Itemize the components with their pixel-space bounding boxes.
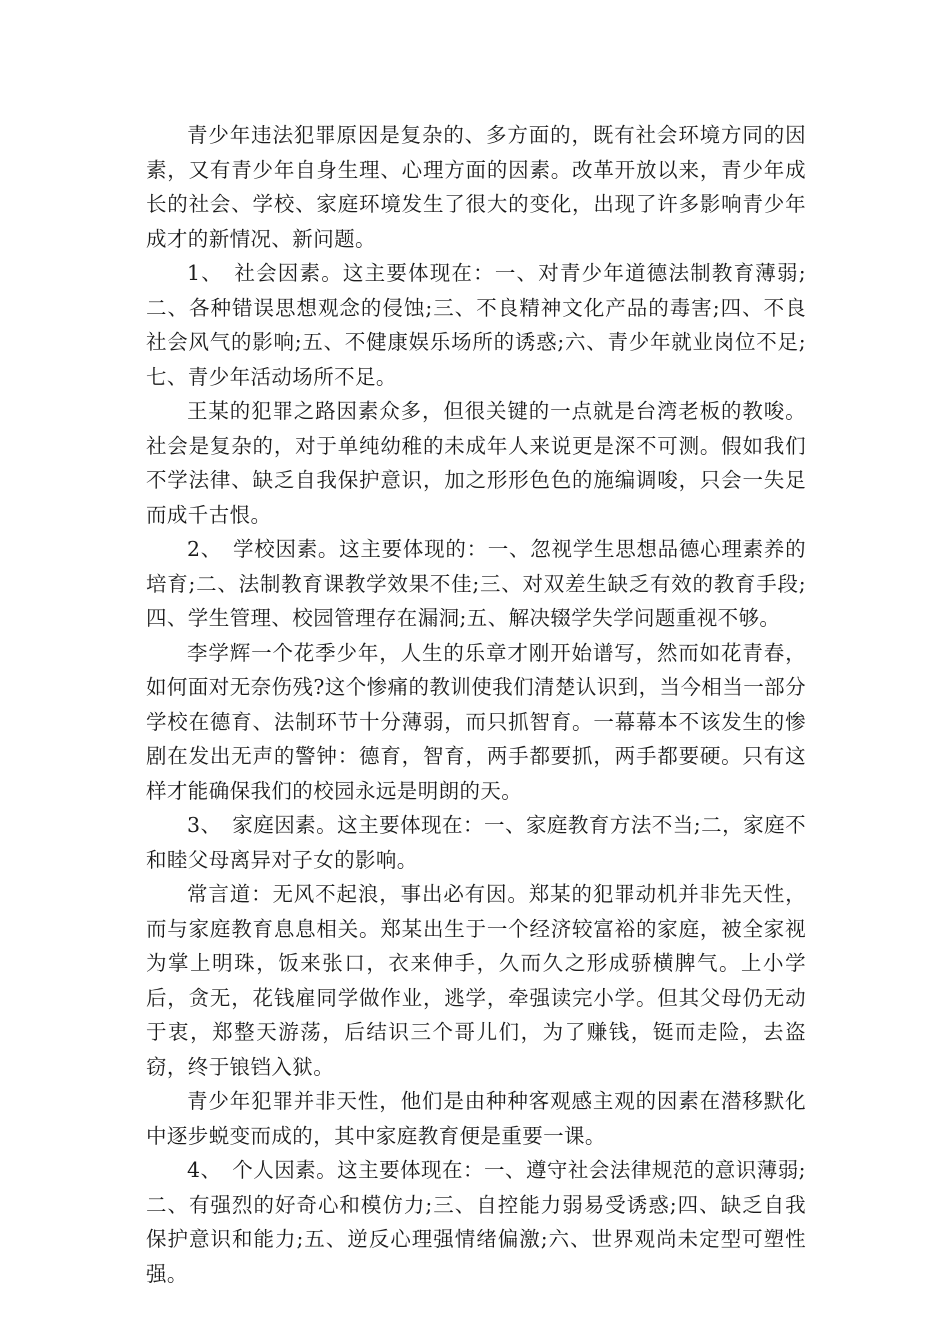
paragraph-zheng-case: 常言道：无风不起浪，事出必有因。郑某的犯罪动机并非先天性，而与家庭教育息息相关。郑某出生于一个经济较富裕的家庭，被全家视为掌上明珠，饭来张口，衣来伸手，久而久之形成骄横脾气。上小学后，贪无，花钱雇同学做作业，逃学，牵强读完小学。但其父母仍无动于衷，郑整天游荡，后结识三个哥儿们，为了赚钱，铤而走险，去盗窃，终于锒铛入狱。 bbox=[146, 882, 806, 1079]
paragraph-social-factors: 1、 社会因素。这主要体现在：一、对青少年道德法制教育薄弱;二、各种错误思想观念的侵蚀;三、不良精神文化产品的毒害;四、不良社会风气的影响;五、不健康娱乐场所的诱惑;六、青少年就业岗位不足;七、青少年活动场所不足。 bbox=[146, 261, 806, 389]
paragraph-intro: 青少年违法犯罪原因是复杂的、多方面的，既有社会环境方同的因素，又有青少年自身生理、心理方面的因素。改革开放以来，青少年成长的社会、学校、家庭环境发生了很大的变化，出现了许多影响青少年成才的新情况、新问题。 bbox=[146, 123, 806, 251]
paragraph-wang-case: 王某的犯罪之路因素众多，但很关键的一点就是台湾老板的教唆。社会是复杂的，对于单纯幼稚的未成年人来说更是深不可测。假如我们不学法律、缺乏自我保护意识，加之形形色色的施编调唆，只会一失足而成千古恨。 bbox=[146, 399, 806, 527]
paragraph-li-case: 李学辉一个花季少年，人生的乐章才刚开始谱写，然而如花青春，如何面对无奈伤残?这个惨痛的教训使我们清楚认识到，当今相当一部分学校在德育、法制环节十分薄弱，而只抓智育。一幕幕本不该发生的惨剧在发出无声的警钟：德育，智育，两手都要抓，两手都要硬。只有这样才能确保我们的校园永远是明朗的天。 bbox=[146, 640, 806, 803]
paragraph-family-factors: 3、 家庭因素。这主要体现在：一、家庭教育方法不当;二，家庭不和睦父母离异对子女的影响。 bbox=[146, 813, 806, 872]
paragraph-school-factors: 2、 学校因素。这主要体现的：一、忽视学生思想品德心理素养的培育;二、法制教育课教学效果不佳;三、对双差生缺乏有效的教育手段;四、学生管理、校园管理存在漏洞;五、解决辍学失学问题重视不够。 bbox=[146, 537, 806, 630]
document-page bbox=[146, 118, 806, 1291]
paragraph-family-summary: 青少年犯罪并非天性，他们是由种种客观感主观的因素在潜移默化中逐步蜕变而成的，其中家庭教育便是重要一课。 bbox=[146, 1089, 806, 1148]
paragraph-personal-factors: 4、 个人因素。这主要体现在：一、遵守社会法律规范的意识薄弱;二、有强烈的好奇心和模仿力;三、自控能力弱易受诱惑;四、缺乏自我保护意识和能力;五、逆反心理强情绪偏激;六、世界观尚未定型可塑性强。 bbox=[146, 1158, 806, 1286]
